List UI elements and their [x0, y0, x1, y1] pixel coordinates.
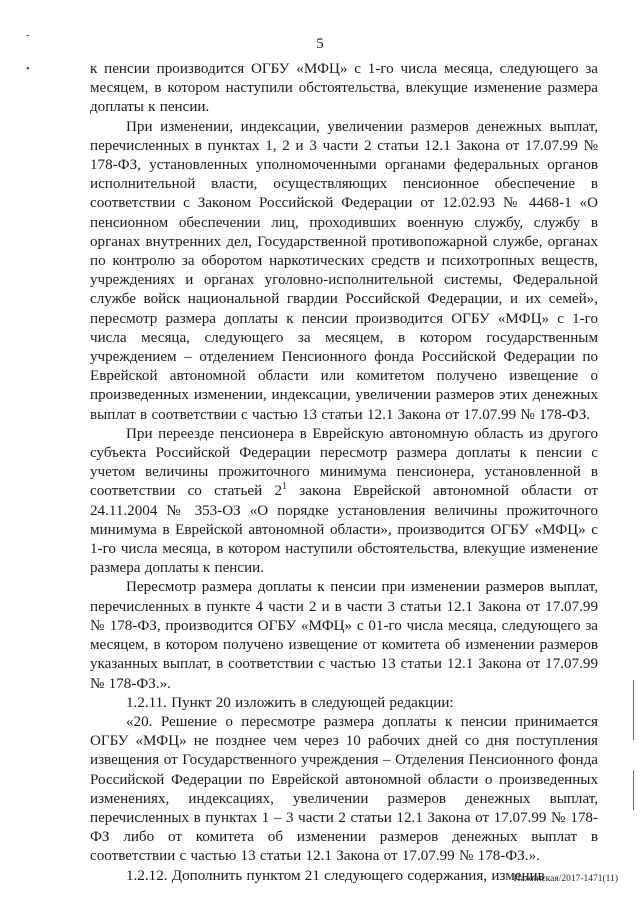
footer-document-code: Пажинская/2017-1471(11) — [513, 874, 618, 884]
clause-1-2-11: 1.2.11. Пункт 20 изложить в следующей редакции: — [126, 694, 454, 711]
paragraph-text: При переезде пенсионера в Еврейскую автономную область из другого субъекта Российской Федерации пересмотр размера доплаты к пенсии с учетом величины прожиточного минимума пенсионера, установленной в соответствии со статьей 2 — [90, 425, 598, 500]
paragraph-continuation: к пенсии производится ОГБУ «МФЦ» с 1-го числа месяца, следующего за месяцем, в котором наступили обстоятельства, влекущие изменение размера доплаты к пенсии. — [90, 61, 598, 116]
scan-edge-mark — [633, 770, 634, 810]
superscript: 1 — [282, 481, 288, 493]
paragraph-item-20: «20. Решение о пересмотре размера доплаты к пенсии принимается ОГБУ «МФЦ» не позднее чем через 10 рабочих дней со дня поступления извещения от Государственного учреждения – Отделения Пенсионного фонда Российской Федерации по Еврейской автономной области о произведенных изменениях, индексациях, увеличении размеров денежных выплат, перечисленных в пунктах 1 – 3 части 2 статьи 12.1 Закона от 17.07.99 № 178-ФЗ либо от комитета об изменении размеров денежных выплат в соответствии с частью 13 статьи 12.1 Закона от 17.07.99 № 178-ФЗ.». — [90, 713, 598, 865]
margin-mark: - — [26, 30, 30, 41]
paragraph-text: закона Еврейской автономной области от 24.11.2004 № 353-ОЗ «О порядке установления величины прожиточного минимума в Еврейской автономной области», производится ОГБУ «МФЦ» с 1-го числа месяца, в котором наступили обстоятельства, влекущие изменение размера доплаты к пенсии. — [90, 483, 598, 577]
paragraph-payment-indexation: При изменении, индексации, увеличении размеров денежных выплат, перечисленных в пунктах 1, 2 и 3 части 2 статьи 12.1 Закона от 17.07.99 № 178-ФЗ, установленных уполномоченными органами федеральных органов исполнительной власти, осуществляющих пенсионное обеспечение в соответствии с Законом Российской Федерации от 12.02.93 № 4468-1 «О пенсионном обеспечении лиц, проходивших военную службу, службу в органах внутренних дел, Государственной противопожарной службе, органах по контролю за оборотом наркотических средств и психотропных веществ, учреждениях и органах уголовно-исполнительной системы, Федеральной службе войск национальной гвардии Российской Федерации, и их семей», пересмотр размера доплаты к пенсии производится ОГБУ «МФЦ» с 1-го числа месяца, следующего за месяцем, в котором государственным учреждением – отделением Пенсионного фонда Российской Федерации по Еврейской автономной области или комитетом получено извещение о произведенных изменении, индексации, увеличении размеров этих денежных выплат в соответствии с частью 13 статьи 12.1 Закона от 17.07.99 № 178-ФЗ. — [90, 118, 598, 423]
paragraph-relocation — [90, 425, 598, 579]
document-body — [90, 60, 598, 886]
paragraph-recalculation: Пересмотр размера доплаты к пенсии при изменении размеров выплат, перечисленных в пункте 4 части 2 и в части 3 статьи 12.1 Закона от 17.07.99 № 178-ФЗ, производится ОГБУ «МФЦ» с 01-го числа месяца, следующего за месяцем, в котором получено извещение от комитета об изменении размеров указанных выплат, в соответствии с частью 13 статьи 12.1 Закона от 17.07.99 № 178-ФЗ.». — [90, 579, 598, 692]
page-number: 5 — [316, 36, 324, 52]
scan-edge-mark — [633, 680, 634, 740]
clause-1-2-12: 1.2.12. Дополнить пунктом 21 следующего содержания, изменив — [126, 867, 545, 884]
margin-mark: • — [26, 64, 30, 75]
